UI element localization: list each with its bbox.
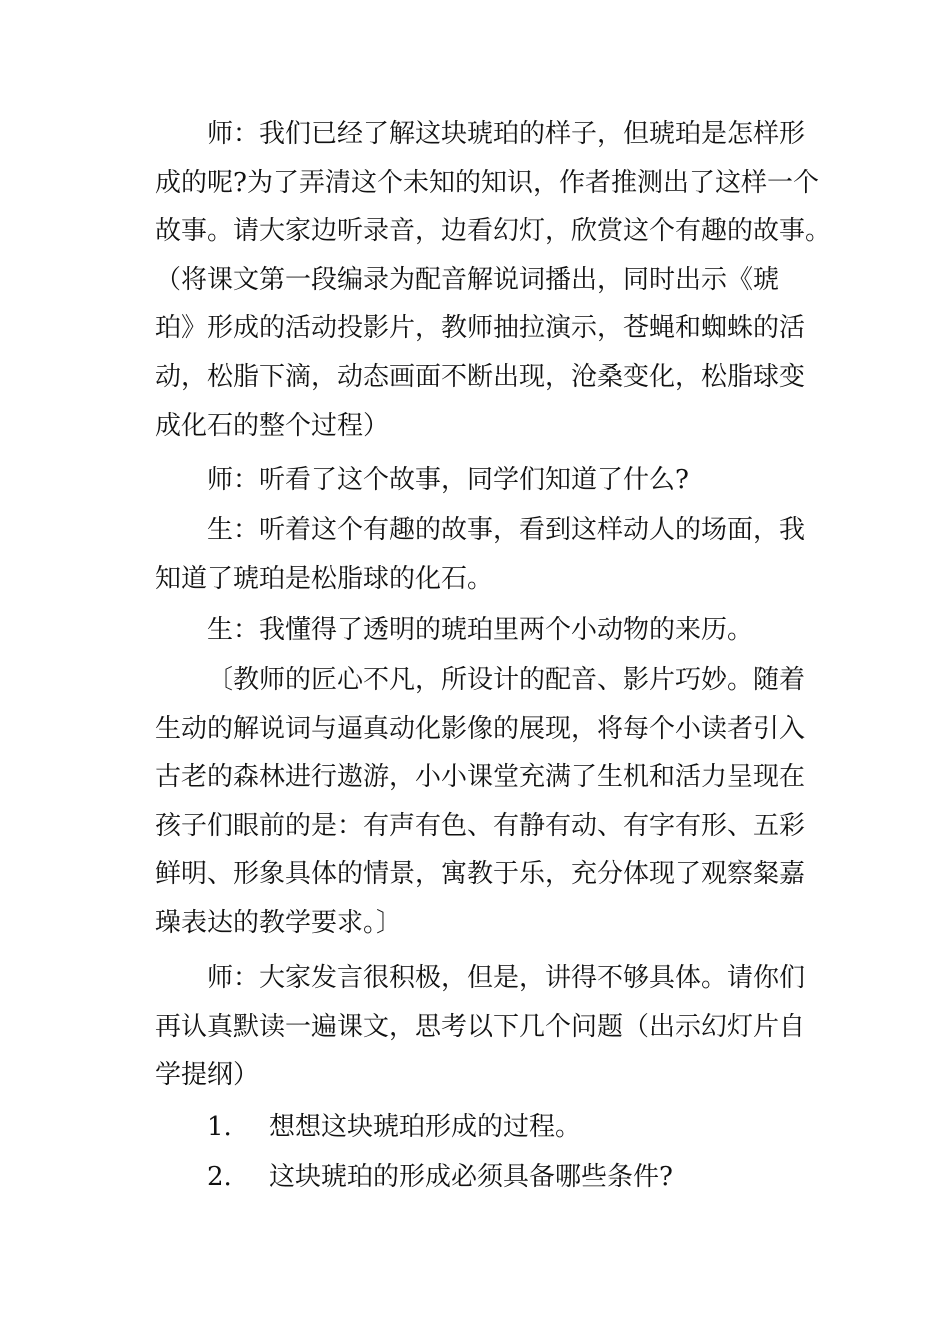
text-line: 璪表达的教学要求。〕	[155, 907, 403, 938]
paragraph-student-answer-2	[155, 606, 805, 655]
text-line: 师：大家发言很积极，但是，讲得不够具体。请你们	[207, 963, 806, 993]
list-number: 2.	[207, 1162, 232, 1192]
paragraph-student-answer-1	[155, 506, 805, 603]
text-line: 动，松脂下滴，动态画面不断出现，沧桑变化，松脂球变	[155, 361, 806, 392]
text-line: 生动的解说词与逼真动化影像的展现，将每个小读者引入	[155, 713, 806, 744]
text-line: 孩子们眼前的是：有声有色、有静有动、有字有形、五彩	[155, 810, 806, 841]
text-line: 知道了琥珀是松脂球的化石。	[155, 563, 494, 594]
text-line: 师：我们已经了解这块琥珀的样子，但琥珀是怎样形	[207, 119, 806, 149]
list-item	[207, 1103, 581, 1152]
text-line: 珀》形成的活动投影片，教师抽拉演示，苍蝇和蜘蛛的活	[155, 313, 806, 344]
paragraph-teacher-instructions	[155, 954, 805, 1100]
text-line: 〔教师的匠心不凡，所设计的配音、影片巧妙。随着	[207, 665, 806, 695]
text-line: 学提纲）	[155, 1060, 260, 1091]
text-line: （将课文第一段编录为配音解说词播出，同时出示《琥	[155, 264, 780, 295]
list-text: 这块琥珀的形成必须具备哪些条件?	[269, 1162, 673, 1192]
text-line: 再认真默读一遍课文，思考以下几个问题（出示幻灯片自	[155, 1011, 806, 1042]
paragraph-teacher-intro	[155, 110, 832, 450]
text-line: 生：听着这个有趣的故事，看到这样动人的场面，我	[207, 515, 806, 545]
text-line: 师：听看了这个故事，同学们知道了什么?	[207, 465, 689, 495]
text-line: 生：我懂得了透明的琥珀里两个小动物的来历。	[207, 615, 754, 645]
text-line: 成的呢?为了弄清这个未知的知识，作者推测出了这样一个	[155, 167, 819, 198]
paragraph-teacher-question	[155, 456, 805, 505]
text-line: 故事。请大家边听录音，边看幻灯，欣赏这个有趣的故事。	[155, 216, 832, 247]
text-line: 鲜明、形象具体的情景，寓教于乐，充分体现了观察粲嘉	[155, 859, 806, 890]
text-line: 古老的森林进行遨游，小小课堂充满了生机和活力呈现在	[155, 762, 806, 793]
list-text: 想想这块琥珀形成的过程。	[269, 1112, 582, 1142]
paragraph-commentary	[155, 656, 805, 948]
list-item	[207, 1153, 673, 1202]
list-number: 1.	[207, 1112, 232, 1142]
text-line: 成化石的整个过程）	[155, 410, 390, 441]
